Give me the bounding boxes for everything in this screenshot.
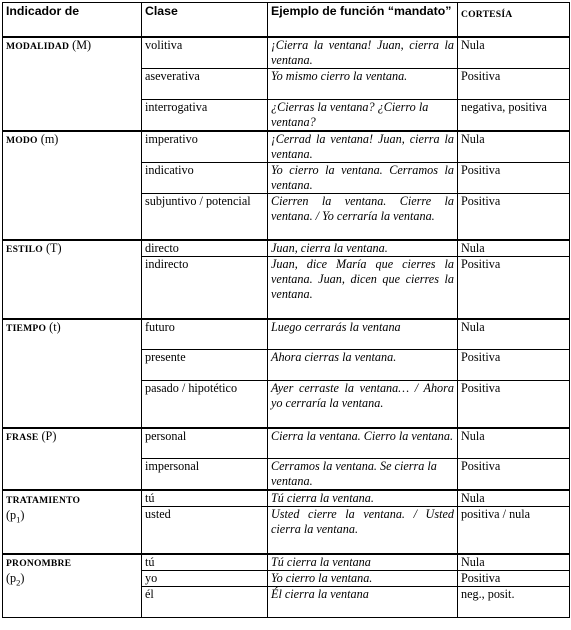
clase-cell: usted [142, 507, 268, 554]
cortesia-cell: Nula [458, 554, 570, 571]
ejemplo-cell: Él cierra la ventana [268, 586, 458, 617]
indicator-cell [3, 490, 142, 554]
ejemplo-cell: Tú cierra la ventana [268, 554, 458, 571]
header-row [3, 3, 570, 37]
ejemplo-cell: Juan, dice María que cierres la ventana. Juan, dicen que cierres la ventana. [268, 257, 458, 319]
ejemplo-cell: Yo cierro la ventana. Cerramos la ventana. [268, 162, 458, 193]
cortesia-cell: Positiva [458, 193, 570, 240]
cortesia-cell: Positiva [458, 257, 570, 319]
clase-cell: pasado / hipotético [142, 381, 268, 428]
indicator-symbol: (P) [41, 428, 57, 443]
cortesia-cell: Nula [458, 131, 570, 163]
clase-cell: imperativo [142, 131, 268, 163]
cortesia-cell: Positiva [458, 68, 570, 99]
clase-cell: él [142, 586, 268, 617]
indicator-name: PRONOMBRE [6, 557, 72, 569]
ejemplo-cell: Ahora cierras la ventana. [268, 350, 458, 381]
clase-cell: tú [142, 554, 268, 571]
clase-cell: presente [142, 350, 268, 381]
indicator-cell [3, 554, 142, 618]
clase-cell: impersonal [142, 459, 268, 491]
cortesia-cell: Nula [458, 37, 570, 69]
indicator-symbol: (m) [40, 131, 59, 146]
ejemplo-cell: Cierren la ventana. Cierre la ventana. / Yo cerraría la ventana. [268, 193, 458, 240]
header-cortesia: CORTESÍA [458, 3, 570, 37]
header-indicador: Indicador de [3, 3, 142, 37]
cortesia-cell: Nula [458, 490, 570, 507]
clase-cell: personal [142, 428, 268, 459]
cortesia-cell: neg., posit. [458, 586, 570, 617]
indicator-cell [3, 37, 142, 131]
table-row [3, 554, 570, 571]
politeness-table [2, 2, 570, 618]
indicator-symbol: (T) [45, 241, 62, 255]
indicator-name: FRASE [6, 431, 39, 443]
cortesia-cell: Positiva [458, 162, 570, 193]
clase-cell: interrogativa [142, 99, 268, 131]
cortesia-cell: positiva / nula [458, 507, 570, 554]
clase-cell: yo [142, 570, 268, 586]
clase-cell: aseverativa [142, 68, 268, 99]
cortesia-cell: Positiva [458, 459, 570, 491]
ejemplo-cell: Yo cierro la ventana. [268, 570, 458, 586]
ejemplo-cell: Juan, cierra la ventana. [268, 240, 458, 257]
ejemplo-cell: ¡Cerrad la ventana! Juan, cierra la ventana. [268, 131, 458, 163]
cortesia-cell: Nula [458, 319, 570, 350]
clase-cell: volitiva [142, 37, 268, 69]
ejemplo-cell: Cerramos la ventana. Se cierra la ventana. [268, 459, 458, 491]
clase-cell: subjuntivo / potencial [142, 193, 268, 240]
cortesia-cell: Positiva [458, 570, 570, 586]
table-row [3, 240, 570, 257]
table-row [3, 428, 570, 459]
ejemplo-cell: Usted cierre la ventana. / Usted cierra la ventana. [268, 507, 458, 554]
indicator-cell [3, 131, 142, 241]
cortesia-cell: negativa, positiva [458, 99, 570, 131]
ejemplo-cell: Ayer cerraste la ventana… / Ahora yo cerraría la ventana. [268, 381, 458, 428]
clase-cell: tú [142, 490, 268, 507]
cortesia-cell: Nula [458, 240, 570, 257]
indicator-cell [3, 428, 142, 491]
cortesia-cell: Positiva [458, 381, 570, 428]
table-row [3, 490, 570, 507]
clase-cell: directo [142, 240, 268, 257]
ejemplo-cell: Yo mismo cierro la ventana. [268, 68, 458, 99]
indicator-symbol: $(p_1)$ [6, 508, 25, 525]
header-ejemplo: Ejemplo de función “mandato” [268, 3, 458, 37]
header-clase: Clase [142, 3, 268, 37]
clase-cell: indicativo [142, 162, 268, 193]
indicator-symbol: (M) [72, 37, 92, 52]
ejemplo-cell: ¡Cierra la ventana! Juan, cierra la ventana. [268, 37, 458, 69]
indicator-cell [3, 319, 142, 428]
indicator-cell [3, 240, 142, 319]
indicator-name: TRATAMIENTO [6, 495, 81, 506]
clase-cell: futuro [142, 319, 268, 350]
indicator-name: TIEMPO [6, 322, 47, 334]
ejemplo-cell: Cierra la ventana. Cierro la ventana. [268, 428, 458, 459]
indicator-name: MODO [6, 134, 38, 146]
table-row [3, 37, 570, 69]
indicator-symbol: (t) [49, 319, 61, 334]
ejemplo-cell: Tú cierra la ventana. [268, 490, 458, 507]
clase-cell: indirecto [142, 257, 268, 319]
table-row [3, 319, 570, 350]
indicator-name: ESTILO [6, 244, 43, 255]
cortesia-cell: Positiva [458, 350, 570, 381]
indicator-name: MODALIDAD [6, 40, 70, 52]
ejemplo-cell: Luego cerrarás la ventana [268, 319, 458, 350]
cortesia-cell: Nula [458, 428, 570, 459]
ejemplo-cell: ¿Cierras la ventana? ¿Cierro la ventana? [268, 99, 458, 131]
indicator-symbol: $(p_2)$ [6, 570, 25, 587]
document-page [2, 2, 570, 618]
table-row [3, 131, 570, 163]
